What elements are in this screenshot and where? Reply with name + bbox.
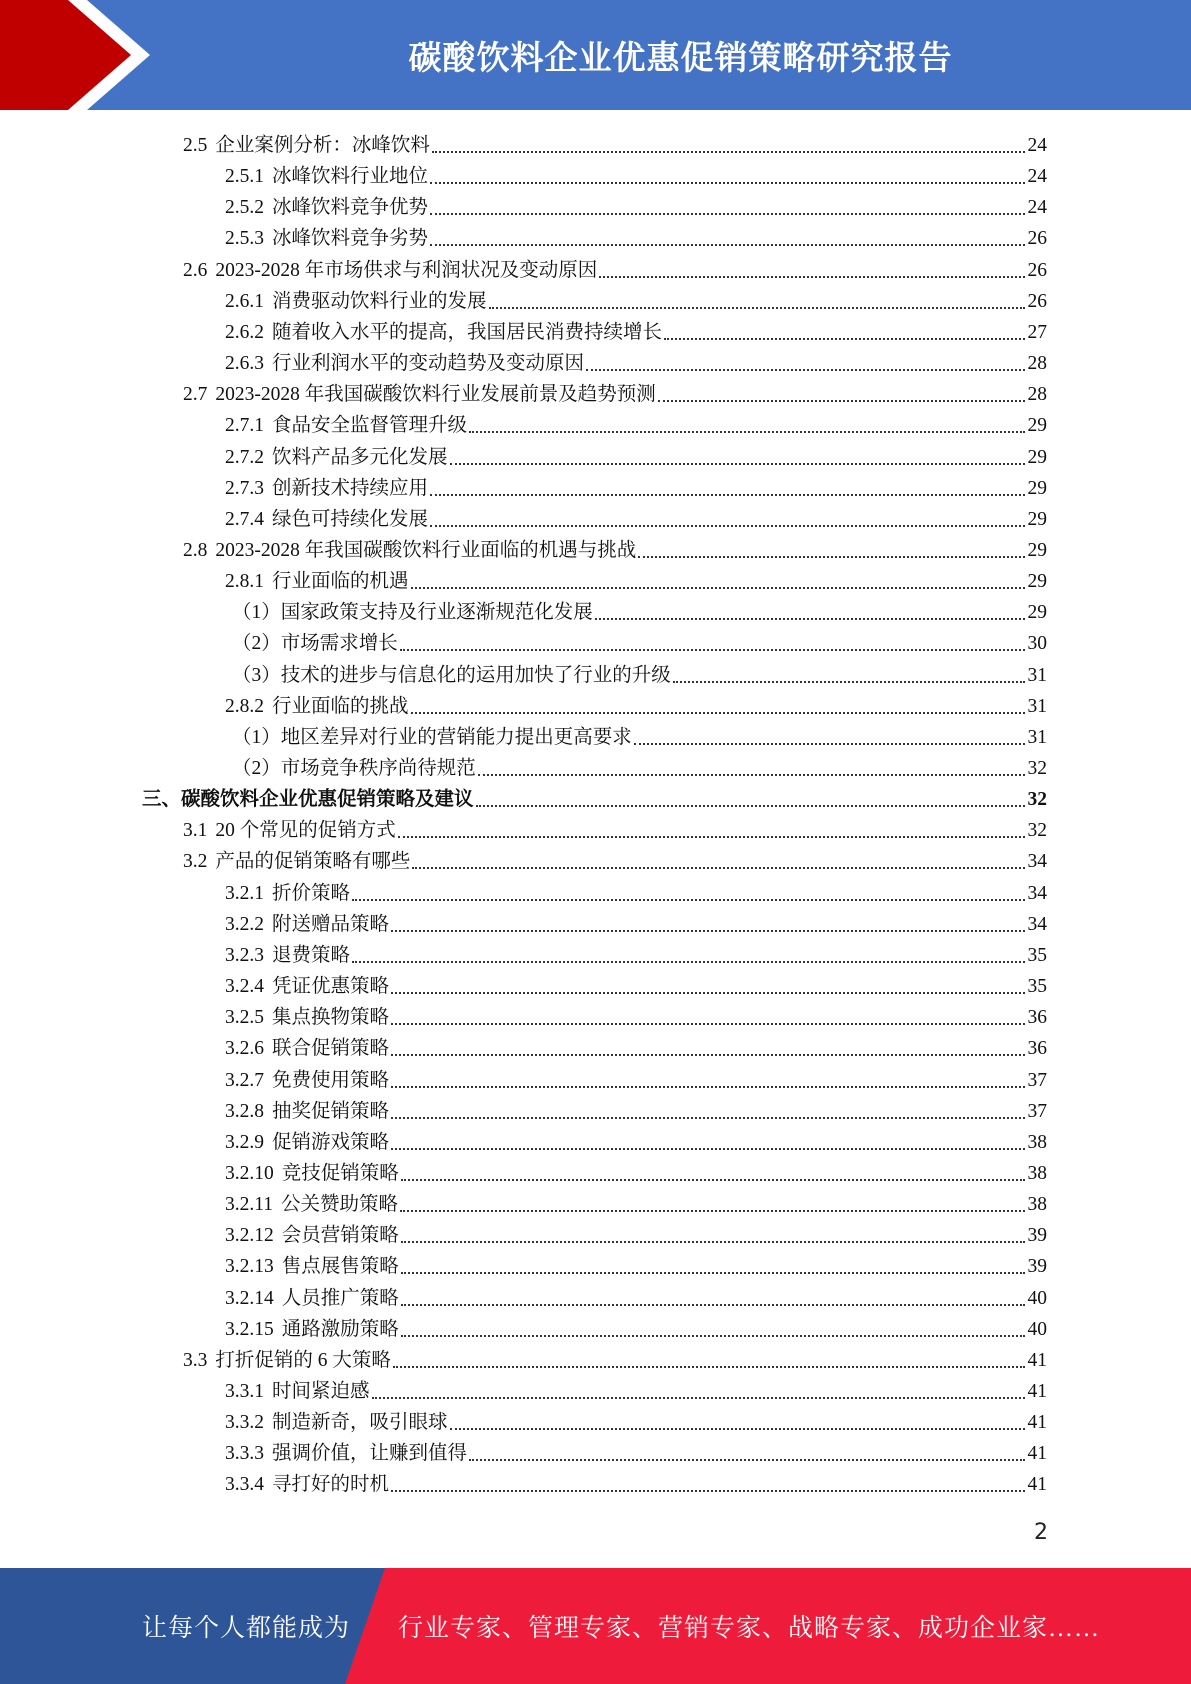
page-number: 2 — [1034, 1520, 1048, 1545]
toc-entry[interactable] — [225, 1466, 1047, 1497]
toc-entry-number: 2.8.1 — [225, 571, 264, 593]
toc-entry[interactable] — [225, 501, 1047, 532]
toc-leader-dots — [469, 1435, 1024, 1461]
toc-leader-dots — [430, 220, 1024, 246]
toc-leader-dots — [432, 127, 1025, 153]
toc-entry-title: 附送赠品策略 — [272, 913, 390, 935]
toc-entry-number: （2） — [232, 758, 281, 779]
toc-entry-number: 3.2.12 — [225, 1225, 274, 1247]
toc-entry-page: 24 — [1027, 166, 1047, 188]
toc-entry-title: 公关赞助策略 — [281, 1194, 399, 1216]
toc-entry-page: 39 — [1027, 1256, 1047, 1278]
toc-entry-title: 强调价值，让赚到值得 — [272, 1443, 468, 1465]
toc-entry-title: 地区差异对行业的营销能力提出更高要求 — [280, 726, 632, 748]
toc-leader-dots — [469, 407, 1024, 433]
toc-entry-number: 3.2.10 — [225, 1162, 274, 1184]
toc-leader-dots — [391, 968, 1024, 994]
toc-entry[interactable] — [225, 937, 1047, 968]
toc-leader-dots — [391, 906, 1024, 932]
toc-entry[interactable] — [225, 968, 1047, 999]
toc-entry-title: 冰峰饮料行业地位 — [272, 166, 429, 188]
toc-entry-page: 26 — [1027, 259, 1047, 281]
toc-entry-title: 竞技促销策略 — [281, 1162, 399, 1184]
toc-leader-dots — [634, 719, 1025, 745]
toc-entry-page: 26 — [1027, 290, 1047, 312]
toc-entry-title: 联合促销策略 — [272, 1038, 390, 1060]
toc-leader-dots — [393, 1342, 1025, 1368]
toc-entry-number: （3） — [232, 664, 281, 686]
toc-entry-page: 36 — [1027, 1007, 1047, 1029]
toc-leader-dots — [489, 283, 1025, 309]
toc-leader-dots — [411, 688, 1025, 714]
toc-entry[interactable] — [225, 1093, 1047, 1124]
toc-leader-dots — [391, 1466, 1024, 1492]
toc-entry-title: 制造新奇，吸引眼球 — [272, 1412, 448, 1434]
toc-entry[interactable] — [225, 345, 1047, 376]
toc-entry-number: 2.5.3 — [225, 228, 264, 250]
toc-leader-dots — [599, 252, 1024, 278]
toc-entry-number: 2.6 — [183, 259, 208, 281]
toc-leader-dots — [450, 439, 1025, 465]
toc-entry-number: 3.2.7 — [225, 1069, 264, 1091]
toc-entry-page: 34 — [1027, 913, 1047, 935]
toc-entry-number: 3.2.2 — [225, 913, 264, 935]
toc-entry-number: 3.3.2 — [225, 1412, 264, 1434]
toc-entry-page: 30 — [1027, 633, 1047, 655]
toc-leader-dots — [430, 158, 1024, 184]
toc-entry-page: 29 — [1027, 415, 1047, 437]
toc-entry[interactable] — [225, 189, 1047, 220]
toc-entry[interactable] — [225, 906, 1047, 937]
toc-entry[interactable] — [225, 1186, 1047, 1217]
toc-entry-title: 通路激励策略 — [281, 1318, 399, 1340]
toc-entry-number: 2.7 — [183, 384, 208, 406]
toc-entry-title: 会员营销策略 — [281, 1225, 399, 1247]
page-header — [0, 0, 1191, 110]
toc-entry-number: 3.1 — [183, 820, 208, 842]
toc-entry[interactable] — [225, 220, 1047, 251]
toc-entry-page: 37 — [1027, 1069, 1047, 1091]
toc-entry[interactable] — [183, 127, 1047, 158]
toc-entry-number: 3.2.5 — [225, 1007, 264, 1029]
toc-entry-number: 2.6.3 — [225, 353, 264, 375]
toc-entry-page: 35 — [1027, 944, 1047, 966]
toc-entry-number: 3.2.4 — [225, 976, 264, 998]
toc-entry[interactable] — [232, 594, 1047, 625]
toc-entry-page: 28 — [1027, 384, 1047, 406]
toc-entry-number: 3.2.13 — [225, 1256, 274, 1278]
toc-entry-page: 41 — [1027, 1474, 1047, 1496]
toc-entry-number: 2.5 — [183, 135, 208, 156]
toc-leader-dots — [658, 376, 1025, 402]
toc-entry[interactable] — [225, 1280, 1047, 1311]
toc-leader-dots — [372, 1373, 1025, 1399]
toc-entry-page: 29 — [1027, 539, 1047, 561]
toc-entry-page: 31 — [1027, 695, 1047, 717]
toc-entry-page: 35 — [1027, 976, 1047, 998]
toc-entry-page: 27 — [1027, 321, 1047, 343]
toc-leader-dots — [401, 1280, 1025, 1306]
toc-entry[interactable] — [225, 1373, 1047, 1404]
toc-entry-page: 24 — [1027, 197, 1047, 219]
toc-entry[interactable] — [225, 563, 1047, 594]
toc-entry[interactable] — [183, 376, 1047, 407]
toc-entry-title: 食品安全监督管理升级 — [272, 415, 468, 437]
toc-entry[interactable] — [183, 843, 1047, 874]
toc-entry-title: 饮料产品多元化发展 — [272, 446, 448, 468]
footer-slogan-left: 让每个人都能成为 — [142, 1615, 351, 1642]
toc-entry-title: 产品的促销策略有哪些 — [215, 851, 411, 873]
toc-entry-page: 41 — [1027, 1412, 1047, 1434]
toc-entry-page: 37 — [1027, 1100, 1047, 1122]
toc-entry[interactable] — [225, 1435, 1047, 1466]
toc-entry[interactable] — [232, 750, 1047, 781]
toc-entry[interactable] — [183, 532, 1047, 563]
toc-entry-title: 碳酸饮料企业优惠促销策略及建议 — [181, 789, 474, 811]
toc-entry[interactable] — [225, 470, 1047, 501]
toc-entry[interactable] — [225, 158, 1047, 189]
toc-entry-number: 2.7.3 — [225, 477, 264, 499]
toc-leader-dots — [430, 501, 1024, 527]
toc-entry[interactable] — [142, 781, 1047, 812]
toc-entry[interactable] — [225, 688, 1047, 719]
toc-entry[interactable] — [225, 407, 1047, 438]
toc-entry-title: 售点展售策略 — [281, 1256, 399, 1278]
toc-entry-number: 2.8.2 — [225, 695, 264, 717]
toc-entry-number: 2.7.2 — [225, 446, 264, 468]
toc-leader-dots — [478, 750, 1025, 776]
toc-entry-page: 29 — [1027, 571, 1047, 593]
toc-entry[interactable] — [225, 1062, 1047, 1093]
toc-entry[interactable] — [225, 314, 1047, 345]
toc-entry[interactable] — [232, 719, 1047, 750]
toc-entry-page: 32 — [1027, 820, 1047, 842]
toc-entry-number: 2.6.2 — [225, 321, 264, 343]
toc-entry-title: 消费驱动饮料行业的发展 — [272, 290, 487, 312]
toc-entry-page: 29 — [1027, 602, 1047, 624]
toc-leader-dots — [412, 843, 1024, 869]
toc-entry-number: 3.3.1 — [225, 1381, 264, 1402]
toc-entry-title: 冰峰饮料竞争优势 — [272, 197, 429, 219]
toc-entry-number: （2） — [232, 633, 281, 655]
toc-leader-dots — [476, 781, 1025, 807]
toc-entry-number: 3.3.3 — [225, 1443, 264, 1465]
toc-entry-title: 抽奖促销策略 — [272, 1100, 390, 1122]
toc-entry[interactable] — [225, 1030, 1047, 1061]
toc-entry-number: 2.7.1 — [225, 415, 264, 437]
toc-entry-number: 三、 — [142, 789, 182, 811]
toc-entry-title: 折价策略 — [272, 882, 351, 904]
toc-entry-title: 2023-2028 年市场供求与利润状况及变动原因 — [215, 259, 598, 281]
toc-entry-title: 行业面临的机遇 — [272, 571, 409, 593]
toc-entry-number: 2.5.1 — [225, 166, 264, 188]
toc-entry[interactable] — [232, 625, 1047, 656]
toc-leader-dots — [400, 1186, 1024, 1212]
page-footer — [0, 1568, 1191, 1684]
toc-entry[interactable] — [232, 657, 1047, 688]
toc-entry-title: 打折促销的 6 大策略 — [215, 1349, 391, 1371]
toc-entry[interactable] — [225, 1404, 1047, 1435]
toc-entry-title: 集点换物策略 — [272, 1007, 390, 1029]
toc-entry-title: 绿色可持续化发展 — [272, 508, 429, 530]
toc-leader-dots — [391, 1030, 1024, 1056]
toc-entry[interactable] — [225, 1311, 1047, 1342]
toc-entry-page: 28 — [1027, 353, 1047, 375]
toc-entry-page: 29 — [1027, 477, 1047, 499]
toc-entry-title: 企业案例分析：冰峰饮料 — [215, 135, 430, 156]
toc-entry-title: 随着收入水平的提高，我国居民消费持续增长 — [272, 321, 663, 343]
toc-entry-number: 2.6.1 — [225, 290, 264, 312]
toc-leader-dots — [586, 345, 1024, 371]
toc-entry-number: 2.7.4 — [225, 508, 264, 530]
toc-entry-title: 冰峰饮料竞争劣势 — [272, 228, 429, 250]
toc-entry-page: 34 — [1027, 882, 1047, 904]
toc-entry-page: 39 — [1027, 1225, 1047, 1247]
toc-entry-title: 免费使用策略 — [272, 1069, 390, 1091]
toc-entry[interactable] — [225, 1217, 1047, 1248]
toc-leader-dots — [450, 1404, 1025, 1430]
toc-entry-title: 行业面临的挑战 — [272, 695, 409, 717]
toc-entry-page: 40 — [1027, 1318, 1047, 1340]
toc-entry[interactable] — [225, 283, 1047, 314]
toc-entry-number: 2.5.2 — [225, 197, 264, 219]
toc-leader-dots — [638, 532, 1024, 558]
toc-entry-title: 技术的进步与信息化的运用加快了行业的升级 — [280, 664, 671, 686]
toc-entry-number: 3.2.3 — [225, 944, 264, 966]
toc-entry-page: 31 — [1027, 726, 1047, 748]
toc-entry[interactable] — [225, 999, 1047, 1030]
toc-entry-page: 26 — [1027, 228, 1047, 250]
toc-entry-title: 市场需求增长 — [280, 633, 398, 655]
toc-entry[interactable] — [183, 252, 1047, 283]
toc-leader-dots — [352, 937, 1024, 963]
toc-leader-dots — [398, 812, 1025, 838]
toc-entry[interactable] — [225, 875, 1047, 906]
toc-entry-page: 38 — [1027, 1194, 1047, 1216]
toc-entry[interactable] — [183, 1342, 1047, 1373]
toc-entry-title: 创新技术持续应用 — [272, 477, 429, 499]
toc-entry-number: （1） — [232, 726, 281, 748]
toc-leader-dots — [401, 1155, 1025, 1181]
toc-entry-page: 29 — [1027, 508, 1047, 530]
header-chevron-icon — [0, 0, 160, 110]
toc-entry-number: 3.3.4 — [225, 1474, 264, 1496]
toc-leader-dots — [391, 1093, 1024, 1119]
toc-entry-title: 2023-2028 年我国碳酸饮料行业发展前景及趋势预测 — [215, 384, 656, 406]
toc-leader-dots — [391, 1062, 1024, 1088]
toc-entry[interactable] — [225, 1124, 1047, 1155]
toc-entry-page: 41 — [1027, 1443, 1047, 1465]
toc-entry-page: 40 — [1027, 1287, 1047, 1309]
toc-entry-page: 41 — [1027, 1381, 1047, 1402]
footer-slogan-right: 行业专家、管理专家、营销专家、战略专家、成功企业家…… — [398, 1615, 1101, 1642]
toc-entry-title: 凭证优惠策略 — [272, 976, 390, 998]
toc-leader-dots — [391, 999, 1024, 1025]
toc-entry-number: 3.2.1 — [225, 882, 264, 904]
toc-entry-page: 34 — [1027, 851, 1047, 873]
toc-entry-page: 32 — [1027, 758, 1047, 779]
toc-entry-title: 时间紧迫感 — [272, 1381, 370, 1402]
toc-entry-title: 国家政策支持及行业逐渐规范化发展 — [280, 602, 593, 624]
toc-entry-page: 24 — [1027, 135, 1047, 156]
toc-leader-dots — [401, 1248, 1025, 1274]
toc-leader-dots — [400, 625, 1025, 651]
toc-entry-page: 36 — [1027, 1038, 1047, 1060]
toc-entry[interactable] — [183, 812, 1047, 843]
toc-entry-title: 20 个常见的促销方式 — [215, 820, 396, 842]
toc-entry[interactable] — [225, 439, 1047, 470]
toc-leader-dots — [430, 470, 1024, 496]
toc-entry-number: 3.2.8 — [225, 1100, 264, 1122]
toc-entry-page: 41 — [1027, 1349, 1047, 1371]
page-title: 碳酸饮料企业优惠促销策略研究报告 — [408, 37, 953, 77]
toc-entry-page: 38 — [1027, 1162, 1047, 1184]
toc-entry-page: 38 — [1027, 1131, 1047, 1153]
toc-entry-title: 寻打好的时机 — [272, 1474, 390, 1496]
toc-leader-dots — [352, 875, 1024, 901]
toc-entry-number: 3.2.9 — [225, 1131, 264, 1153]
toc-entry-number: 3.3 — [183, 1349, 208, 1371]
toc-entry[interactable] — [225, 1155, 1047, 1186]
toc-leader-dots — [411, 563, 1025, 589]
toc-entry-title: 促销游戏策略 — [272, 1131, 390, 1153]
toc-entry-number: 2.8 — [183, 539, 208, 561]
toc-entry-title: 退费策略 — [272, 944, 351, 966]
toc-entry-number: 3.2.6 — [225, 1038, 264, 1060]
toc-entry-number: 3.2 — [183, 851, 208, 873]
toc-leader-dots — [595, 594, 1025, 620]
toc-leader-dots — [401, 1311, 1025, 1337]
toc-entry-number: 3.2.15 — [225, 1318, 274, 1340]
toc-entry-title: 人员推广策略 — [281, 1287, 399, 1309]
toc-leader-dots — [401, 1217, 1025, 1243]
toc-entry-number: 3.2.14 — [225, 1287, 274, 1309]
toc-entry-number: （1） — [232, 602, 281, 624]
toc-leader-dots — [673, 657, 1025, 683]
toc-entry-page: 29 — [1027, 446, 1047, 468]
toc-entry-title: 行业利润水平的变动趋势及变动原因 — [272, 353, 585, 375]
toc-leader-dots — [391, 1124, 1024, 1150]
toc-entry-number: 3.2.11 — [225, 1194, 274, 1216]
toc-leader-dots — [664, 314, 1024, 340]
toc-entry-page: 31 — [1027, 664, 1047, 686]
toc-leader-dots — [430, 189, 1024, 215]
toc-entry-title: 市场竞争秩序尚待规范 — [280, 758, 476, 779]
toc-entry[interactable] — [225, 1248, 1047, 1279]
toc-entry-title: 2023-2028 年我国碳酸饮料行业面临的机遇与挑战 — [215, 539, 637, 561]
toc-entry-page: 32 — [1027, 789, 1047, 811]
